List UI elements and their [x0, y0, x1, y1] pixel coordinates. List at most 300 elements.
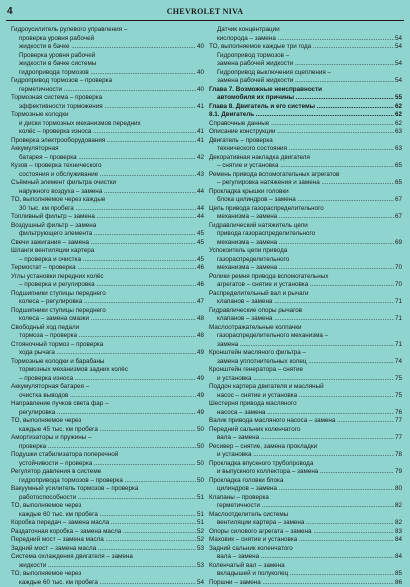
toc-entry	[209, 222, 402, 231]
toc-entry	[11, 570, 204, 579]
toc-entry-page: 45	[196, 256, 204, 265]
toc-entry	[209, 264, 402, 273]
toc-entry	[209, 154, 402, 163]
toc-entry-page: 40	[196, 69, 204, 78]
toc-entry-text: Маслоотделитель системы	[209, 511, 402, 520]
toc-entry-page: 50	[196, 477, 204, 486]
toc-entry-text: Прокладка крышки головки	[209, 188, 402, 197]
toc-entry-text: Система охлаждения двигателя – замена	[11, 553, 204, 562]
toc-entry	[209, 86, 402, 95]
toc-entry-page: 74	[394, 358, 402, 367]
toc-entry-text: Шестерня привода масляного	[209, 400, 402, 409]
toc-entry	[209, 528, 402, 537]
header-rule	[6, 20, 404, 21]
toc-entry-text: Маслоотражательные колпачки	[209, 324, 402, 333]
toc-entry	[11, 171, 204, 180]
toc-entry	[11, 77, 204, 86]
toc-entry-text: Гидропривод тормозов –	[209, 52, 402, 61]
toc-entry	[11, 468, 204, 477]
toc-entry	[209, 213, 402, 222]
toc-entry	[11, 128, 204, 137]
toc-entry-text: механизма – замена .....	[209, 213, 402, 222]
toc-entry	[209, 69, 402, 78]
toc-entry-text: – снятие и установка .....	[209, 162, 402, 171]
toc-entry-page: 43	[196, 171, 204, 180]
toc-entry-text: Двигатель – проверка	[209, 137, 402, 146]
toc-entry	[11, 579, 204, 587]
toc-entry-text: замена .....	[209, 341, 402, 350]
toc-entry-text: Съёмный элемент фильтра очистки	[11, 179, 204, 188]
toc-entry-text: Задний сальник коленчатого	[209, 545, 402, 554]
toc-entry	[11, 69, 204, 78]
page-number: 4	[7, 6, 13, 17]
toc-entry-page: 75	[394, 392, 402, 401]
toc-entry-text: механизма – замена .....	[209, 264, 402, 273]
toc-entry	[11, 494, 204, 503]
toc-entry-page: 53	[196, 562, 204, 571]
toc-entry-page: 82	[394, 502, 402, 511]
toc-entry-page: 71	[394, 298, 402, 307]
toc-entry-page: 40	[196, 86, 204, 95]
toc-entry	[11, 103, 204, 112]
toc-entry-text: Передний мост – замена масла .....	[11, 536, 204, 545]
toc-entry-page: 84	[394, 536, 402, 545]
toc-entry-text: Прокладка головки блока	[209, 477, 402, 486]
toc-entry	[11, 502, 204, 511]
toc-entry	[209, 417, 402, 426]
toc-entry-text: герметичности .....	[209, 502, 402, 511]
toc-entry	[11, 358, 204, 367]
toc-entry	[11, 264, 204, 273]
toc-entry	[11, 137, 204, 146]
toc-entry	[209, 570, 402, 579]
toc-entry	[11, 52, 204, 61]
toc-entry-text: Гидравлические опоры рычагов	[209, 307, 402, 316]
toc-entry	[11, 553, 204, 562]
toc-entry-text: каждые 45 тыс. км пробега .....	[11, 426, 204, 435]
toc-entry-text: Тормозная система – проверка	[11, 94, 204, 103]
toc-entry	[209, 511, 402, 520]
toc-entry-text: Направление пучков света фар –	[11, 400, 204, 409]
toc-entry	[209, 460, 402, 469]
toc-entry-text: Тормозные колодки	[11, 111, 204, 120]
toc-entry-text: тормоза – проверка .....	[11, 332, 204, 341]
toc-entry-text: Прокладка впускного трубопровода	[209, 460, 402, 469]
toc-entry	[209, 332, 402, 341]
toc-entry-text: Кронштейн масляного фильтра –	[209, 349, 402, 358]
toc-entry	[209, 502, 402, 511]
toc-entry-page: 46	[196, 264, 204, 273]
toc-entry-page: 65	[394, 162, 402, 171]
toc-entry-text: Гидравлический натяжитель цепи	[209, 222, 402, 231]
toc-entry-text: колёс – проверка износа .....	[11, 128, 204, 137]
toc-entry-text: Ролики ремня привода вспомогательных	[209, 273, 402, 282]
toc-entry-text: ТО, выполняемое через	[11, 502, 204, 511]
toc-entry-page: 49	[196, 349, 204, 358]
toc-entry-text: герметичности .....	[11, 86, 204, 95]
toc-entry-page: 80	[394, 485, 402, 494]
toc-entry	[209, 52, 402, 61]
toc-entry-text: состояния и обслуживание .....	[11, 171, 204, 180]
toc-entry-text: 8.1. Двигатель .....	[209, 111, 402, 120]
toc-entry-text: Подшипники ступицы переднего	[11, 307, 204, 316]
toc-entry-page: 46	[196, 281, 204, 290]
toc-entry-text: Опоры силового агрегата – замена .....	[209, 528, 402, 537]
toc-entry-text: Успокоитель цепи привода	[209, 247, 402, 256]
toc-entry-text: замена рабочей жидкости .....	[209, 60, 402, 69]
toc-entry-text: очистка выводов .....	[11, 392, 204, 401]
toc-entry	[11, 188, 204, 197]
toc-entry-text: фильтрующего элемента .....	[11, 230, 204, 239]
toc-entry	[209, 188, 402, 197]
toc-entry	[209, 443, 402, 452]
toc-entry	[11, 43, 204, 52]
toc-entry-page: 51	[196, 494, 204, 503]
toc-entry	[209, 128, 402, 137]
toc-entry	[209, 307, 402, 316]
toc-entry	[11, 332, 204, 341]
toc-entry-text: Подушки стабилизатора поперечной	[11, 451, 204, 460]
toc-entry-text: вала – замена .....	[209, 553, 402, 562]
toc-entry-text: Проверка электрооборудования .....	[11, 137, 204, 146]
toc-entry	[209, 60, 402, 69]
toc-entry-text: гидропривода тормозов .....	[11, 69, 204, 78]
toc-entry	[209, 205, 402, 214]
toc-entry-page: 62	[394, 120, 402, 129]
toc-entry	[209, 94, 402, 103]
toc-entry-text: агрегатов – снятие и установка .....	[209, 281, 402, 290]
toc-entry	[209, 324, 402, 333]
toc-entry-page: 45	[196, 230, 204, 239]
toc-entry-page: 51	[196, 511, 204, 520]
toc-entry	[209, 536, 402, 545]
toc-entry-text: устойчивости – проверка .....	[11, 460, 204, 469]
toc-entry-text: Цепь привода газораспределительного	[209, 205, 402, 214]
toc-entry-page: 49	[196, 409, 204, 418]
toc-entry	[11, 281, 204, 290]
toc-entry-text: Тормозные колодки и барабаны	[11, 358, 204, 367]
toc-entry-page: 75	[394, 375, 402, 384]
toc-entry-text: Аккумуляторная батарея –	[11, 383, 204, 392]
toc-entry-text: Коленчатый вал – замена	[209, 562, 402, 571]
toc-entry	[11, 213, 204, 222]
toc-entry-page: 63	[394, 145, 402, 154]
toc-entry-page: 49	[196, 392, 204, 401]
toc-entry-page: 44	[196, 188, 204, 197]
toc-entry	[209, 162, 402, 171]
running-title: CHEVROLET NIVA	[0, 7, 410, 16]
toc-entry-page: 77	[394, 434, 402, 443]
toc-entry	[11, 443, 204, 452]
toc-entry-text: ТО, выполняемое через	[11, 417, 204, 426]
toc-entry-text: автомобиля их причины .....	[209, 94, 402, 103]
toc-entry-text: Ремень привода вспомогательных агрегатов	[209, 171, 402, 180]
toc-entry-text: цилиндров – замена .....	[209, 485, 402, 494]
toc-entry	[11, 315, 204, 324]
toc-entry	[11, 536, 204, 545]
toc-entry-page: 78	[394, 451, 402, 460]
toc-entry-text: Подшипники ступицы переднего	[11, 290, 204, 299]
toc-entry-text: колеса – регулировка .....	[11, 298, 204, 307]
toc-entry	[209, 298, 402, 307]
toc-entry	[11, 434, 204, 443]
toc-entry	[11, 392, 204, 401]
toc-entry	[209, 434, 402, 443]
toc-entry	[11, 179, 204, 188]
toc-entry	[209, 451, 402, 460]
toc-entry-text: Регулятор давления в системе	[11, 468, 204, 477]
toc-entry-text: Маховик – снятие и установка .....	[209, 536, 402, 545]
toc-entry	[209, 468, 402, 477]
toc-entry-page: 54	[394, 60, 402, 69]
toc-entry-page: 79	[394, 468, 402, 477]
toc-entry-text: замена уплотнительных колец .....	[209, 358, 402, 367]
toc-entry-text: проверка уровня рабочей	[11, 35, 204, 44]
toc-entry-page: 52	[196, 528, 204, 537]
toc-entry-page: 41	[196, 137, 204, 146]
toc-entry	[11, 256, 204, 265]
toc-entry-page: 41	[196, 103, 204, 112]
toc-entry	[11, 35, 204, 44]
toc-entry	[11, 307, 204, 316]
toc-entry	[11, 366, 204, 375]
toc-entry-text: эффективности торможения .....	[11, 103, 204, 112]
toc-entry	[11, 290, 204, 299]
toc-entry-page: 50	[196, 443, 204, 452]
toc-entry-text: клапанов – замена .....	[209, 298, 402, 307]
toc-entry	[11, 383, 204, 392]
toc-entry-page: 63	[394, 128, 402, 137]
toc-entry-text: газораспределительного	[209, 256, 402, 265]
toc-entry	[11, 324, 204, 333]
toc-entry-text: – проверка износа .....	[11, 375, 204, 384]
toc-entry-text: Кузов – проверка технического	[11, 162, 204, 171]
toc-entry	[209, 247, 402, 256]
toc-entry	[11, 545, 204, 554]
toc-entry	[209, 409, 402, 418]
toc-entry-text: жидкости в бачке системы	[11, 60, 204, 69]
toc-entry	[209, 477, 402, 486]
toc-entry-text: и диски тормозных механизмов передних	[11, 120, 204, 129]
toc-entry-page: 45	[196, 239, 204, 248]
toc-entry-page: 86	[394, 579, 402, 587]
toc-entry	[209, 562, 402, 571]
toc-entry-text: клапанов – замена .....	[209, 315, 402, 324]
toc-entry	[209, 256, 402, 265]
toc-entry-text: ТО, выполняемое через каждые	[11, 196, 204, 205]
toc-entry	[209, 383, 402, 392]
toc-entry-page: 50	[196, 460, 204, 469]
toc-entry-text: Раздаточная коробка – замена масла .....	[11, 528, 204, 537]
toc-entry	[11, 60, 204, 69]
toc-entry-text: – проверка и регулировка .....	[11, 281, 204, 290]
toc-entry-text: Справочные данные .....	[209, 120, 402, 129]
toc-entry	[209, 273, 402, 282]
toc-entry-text: Глава 8. Двигатель и его системы .....	[209, 103, 402, 112]
toc-entry	[11, 375, 204, 384]
toc-entry-text: Амортизаторы и пружины –	[11, 434, 204, 443]
page-header	[0, 0, 410, 22]
toc-entry	[11, 511, 204, 520]
toc-left-column	[11, 26, 204, 587]
toc-entry-page: 62	[394, 103, 402, 112]
toc-entry	[209, 171, 402, 180]
toc-entry	[209, 26, 402, 35]
toc-entry	[11, 222, 204, 231]
toc-entry-page: 40	[196, 43, 204, 52]
toc-entry-text: Описание конструкции .....	[209, 128, 402, 137]
toc-entry	[11, 341, 204, 350]
toc-entry	[209, 43, 402, 52]
toc-entry	[11, 273, 204, 282]
toc-entry-text: батарея – проверка .....	[11, 154, 204, 163]
toc-entry-text: Поршни – замена .....	[209, 579, 402, 587]
toc-entry-text: наружного воздуха – замена .....	[11, 188, 204, 197]
toc-entry-page: 65	[394, 179, 402, 188]
toc-entry	[11, 120, 204, 129]
toc-entry	[209, 375, 402, 384]
toc-entry	[11, 451, 204, 460]
toc-entry-text: Гидропривод тормозов – проверка	[11, 77, 204, 86]
toc-entry	[209, 579, 402, 587]
toc-entry-text: механизма – замена .....	[209, 239, 402, 248]
toc-entry-text: – регулировка натяжения и замена .....	[209, 179, 402, 188]
toc-entry-page: 54	[394, 77, 402, 86]
toc-entry-text: Вакуумный усилитель тормозов – проверка	[11, 485, 204, 494]
toc-entry-text: Шланги вентиляции картера	[11, 247, 204, 256]
toc-entry-text: Задний мост – замена масла .....	[11, 545, 204, 554]
toc-entry-page: 48	[196, 315, 204, 324]
toc-entry	[209, 120, 402, 129]
toc-entry-text: Кронштейн генератора – снятие	[209, 366, 402, 375]
toc-entry-text: Клапаны – проверка	[209, 494, 402, 503]
toc-entry	[209, 35, 402, 44]
toc-entry-text: ТО, выполняемое через	[11, 570, 204, 579]
toc-entry	[209, 315, 402, 324]
toc-entry-page: 49	[196, 375, 204, 384]
toc-entry	[209, 341, 402, 350]
toc-entry-text: каждые 60 тыс. км пробега .....	[11, 511, 204, 520]
toc-entry-page: 85	[394, 570, 402, 579]
toc-entry-page: 71	[394, 341, 402, 350]
toc-entry	[209, 145, 402, 154]
toc-entry-text: Распределительный вал и рычаги	[209, 290, 402, 299]
toc-entry	[209, 349, 402, 358]
toc-entry-text: проверка .....	[11, 443, 204, 452]
toc-entry-text: Ресивер – снятие, замена прокладки	[209, 443, 402, 452]
toc-entry-text: Аккумуляторная	[11, 145, 204, 154]
toc-entry-page: 76	[394, 409, 402, 418]
toc-entry-page: 62	[394, 111, 402, 120]
toc-entry	[11, 26, 204, 35]
toc-entry	[209, 366, 402, 375]
toc-entry	[209, 494, 402, 503]
toc-entry-text: жидкости .....	[11, 562, 204, 571]
toc-entry-page: 44	[196, 213, 204, 222]
toc-entry-page: 70	[394, 264, 402, 273]
toc-entry-text: тормозных механизмов задних колёс	[11, 366, 204, 375]
toc-entry	[11, 409, 204, 418]
toc-entry-text: Поддон картера двигателя и масляный	[209, 383, 402, 392]
toc-entry	[11, 94, 204, 103]
toc-entry	[209, 358, 402, 367]
toc-entry-text: замена рабочей жидкости .....	[209, 77, 402, 86]
toc-entry	[11, 400, 204, 409]
toc-entry-page: 54	[394, 43, 402, 52]
toc-entry-page: 67	[394, 196, 402, 205]
toc-entry	[11, 460, 204, 469]
toc-entry	[209, 179, 402, 188]
toc-entry-text: регулировка .....	[11, 409, 204, 418]
toc-entry	[209, 77, 402, 86]
toc-entry-text: Глава 7. Возможные неисправности	[209, 86, 402, 95]
toc-entry	[11, 528, 204, 537]
toc-entry-page: 82	[394, 519, 402, 528]
toc-entry	[209, 281, 402, 290]
toc-entry-page: 53	[196, 545, 204, 554]
toc-entry-page: 41	[196, 128, 204, 137]
toc-entry-text: Воздушный фильтр – замена	[11, 222, 204, 231]
toc-entry	[209, 519, 402, 528]
toc-entry-page: 67	[394, 213, 402, 222]
toc-entry-text: технического состояния .....	[209, 145, 402, 154]
toc-entry-text: Валик привода масляного насоса – замена .....	[209, 417, 402, 426]
toc-entry-text: – проверка и очистка .....	[11, 256, 204, 265]
toc-right-column	[209, 26, 402, 587]
toc-entry-page: 83	[394, 528, 402, 537]
toc-entry	[209, 103, 402, 112]
toc-entry-text: хода рычага .....	[11, 349, 204, 358]
toc-entry	[11, 145, 204, 154]
toc-entry	[209, 239, 402, 248]
toc-entry-page: 55	[394, 94, 402, 103]
toc-entry-text: и установка .....	[209, 451, 402, 460]
toc-entry	[209, 137, 402, 146]
toc-entry-page: 77	[394, 417, 402, 426]
toc-entry	[209, 111, 402, 120]
toc-entry-text: вкладышей и полуколец .....	[209, 570, 402, 579]
toc-entry	[11, 205, 204, 214]
toc-entry-page: 54	[196, 579, 204, 587]
toc-entry	[11, 426, 204, 435]
toc-entry	[209, 392, 402, 401]
toc-entry-text: каждые 60 тыс. км пробега .....	[11, 579, 204, 587]
toc-entry-text: Проверка уровня рабочей	[11, 52, 204, 61]
toc-entry-page: 54	[394, 35, 402, 44]
toc-entry	[11, 298, 204, 307]
toc-entry-text: Гидропривод выключения сцепления –	[209, 69, 402, 78]
toc-entry	[209, 196, 402, 205]
toc-entry-text: ТО, выполняемое каждые три года .....	[209, 43, 402, 52]
toc-entry-text: газораспределительного механизма –	[209, 332, 402, 341]
toc-entry-text: Топливный фильтр – замена .....	[11, 213, 204, 222]
toc-entry-text: 30 тыс. км пробега .....	[11, 205, 204, 214]
toc-entry	[209, 230, 402, 239]
toc-entry-text: Углы установки передних колёс	[11, 273, 204, 282]
toc-entry-text: блока цилиндров – замена .....	[209, 196, 402, 205]
toc-entry-text: Стояночный тормоз – проверка	[11, 341, 204, 350]
toc-entry-text: вентиляции картера – замена .....	[209, 519, 402, 528]
toc-entry-page: 48	[196, 332, 204, 341]
toc-entry	[11, 162, 204, 171]
toc-entry-page: 71	[394, 315, 402, 324]
toc-entry-text: вала – замена .....	[209, 434, 402, 443]
toc-entry-text: кислорода – замена .....	[209, 35, 402, 44]
toc-entry-text: гидропривода тормозов – проверка .....	[11, 477, 204, 486]
toc-entry-page: 70	[394, 281, 402, 290]
toc-entry-page: 52	[196, 536, 204, 545]
toc-entry-text: работоспособности .....	[11, 494, 204, 503]
